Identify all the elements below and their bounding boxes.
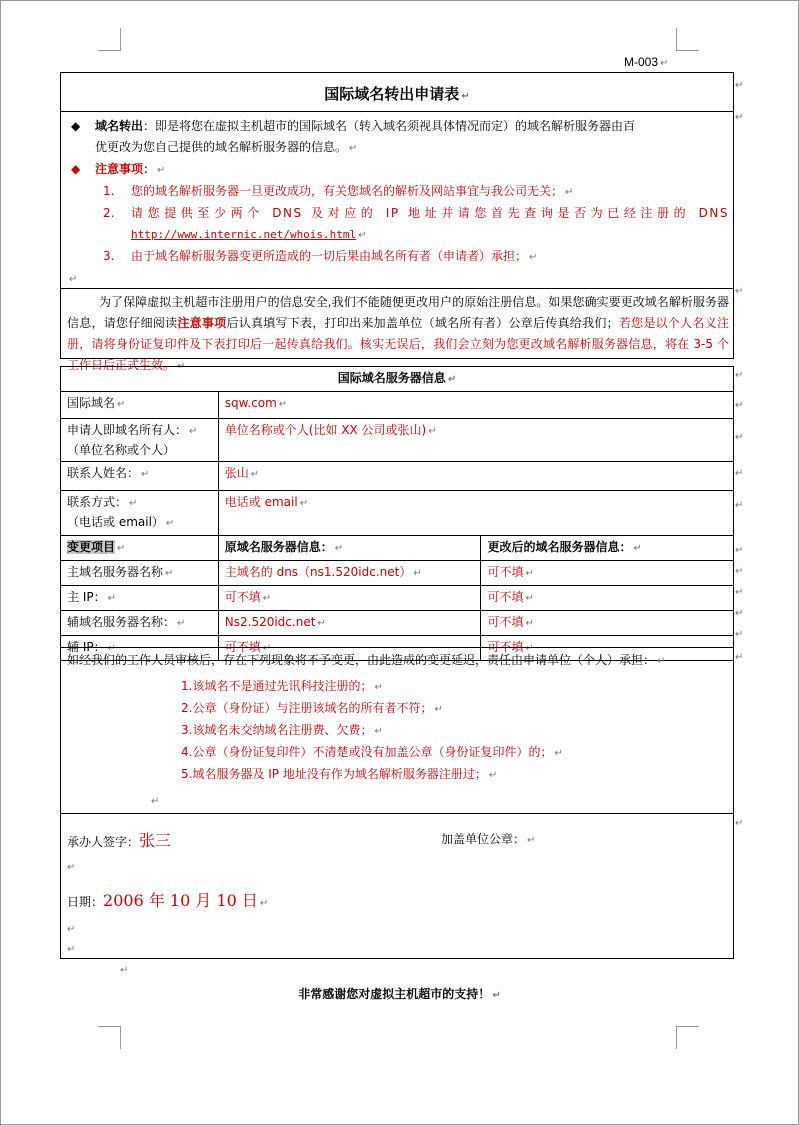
table-row: 辅 IP： ↵ 可不填 ↵ 可不填 ↵	[61, 636, 734, 661]
intro-paragraph: ◆ 域名转出：即是将您在虚拟主机超市的国际域名（转入域名须视具体情况而定）的域名解析服务器由百 优更改为您自己提供的域名解析服务器的信息。 ↵	[67, 116, 729, 159]
notes-section: ◆ 域名转出：即是将您在虚拟主机超市的国际域名（转入域名须视具体情况而定）的域名解析服务器由百 优更改为您自己提供的域名解析服务器的信息。 ↵ ◆ 注意事项： ↵ 1. 您的域名解析服务器一旦更改成功，有关您域名的解析及网站事宜与我公司无关； ↵ 2. 请您提供至少两个 DNS 及对应的 IP 地址并请您首先查询是否为已经注册的 DNS http://www.internic.net/whois.html ↵ 3. 由于域名解析服务器变更所造成的一切后果由域名所有者（申请者）承担； ↵ ↵	[61, 112, 733, 288]
change-header-new: 更改后的域名服务器信息： ↵	[481, 536, 734, 561]
owner-field[interactable]: 单位名称或个人(比如 XX 公司或张山) ↵	[218, 419, 733, 462]
crop-mark-top-left	[98, 28, 121, 51]
review-and-signature-box: 如经我们的工作人员审核后，存在下列现象将不予变更，由此造成的变更延迟，责任由申请单位（个人）承担： ↵ 1.该域名不是通过先讯科技注册的； ↵ 2.公章（身份证）与注册该域名的所有者不符； ↵ 3.该域名未交纳域名注册费、欠费； ↵ 4.公章（身份证复印件）不清楚或没有加盖公章（身份证复印件）的； ↵ 5.域名服务器及 IP 地址没有作为域名解析服务器注册过； ↵ ↵ 承办人签字：张三 加盖单位公章： ↵ ↵ 日期：2006 年 10 月 10 日 ↵ ↵ ↵	[60, 647, 734, 959]
contact-name-field[interactable]: 张山 ↵	[218, 462, 733, 491]
old-value-field[interactable]: Ns2.520idc.net ↵	[218, 611, 481, 636]
table-row: 主域名服务器名称 ↵ 主域名的 dns（ns1.520idc.net） ↵ 可不填 ↵	[61, 561, 734, 586]
field-label: 申请人即域名所有人： ↵ （单位名称或个人）	[61, 419, 219, 462]
field-label: 联系人姓名： ↵	[61, 462, 219, 491]
list-item: 3.该域名未交纳域名注册费、欠费； ↵	[181, 723, 383, 737]
list-item: 4.公章（身份证复印件）不清楚或没有加盖公章（身份证复印件）的； ↵	[181, 745, 563, 759]
form-header-box	[60, 72, 734, 372]
field-label: 联系方式： ↵ （电话或 email） ↵	[61, 491, 219, 536]
change-header-old: 原域名服务器信息： ↵	[218, 536, 481, 561]
date: 日期：2006 年 10 月 10 日 ↵	[67, 891, 269, 910]
diamond-bullet-icon: ◆	[71, 162, 81, 176]
signature-area: 承办人签字：张三 加盖单位公章： ↵ ↵ 日期：2006 年 10 月 10 日 ↵ ↵ ↵	[61, 813, 733, 959]
info-section-title: 国际域名服务器信息 ↵	[61, 367, 734, 392]
document-code: M-003 ↵	[624, 55, 669, 69]
thanks-note: 非常感谢您对虚拟主机超市的支持！ ↵	[298, 987, 501, 1001]
list-item: 5.域名服务器及 IP 地址没有作为域名解析服务器注册过； ↵	[181, 767, 498, 781]
new-value-field[interactable]: 可不填 ↵	[481, 636, 734, 661]
old-value-field[interactable]: 主域名的 dns（ns1.520idc.net） ↵	[218, 561, 481, 586]
form-title: 国际域名转出申请表 ↵	[61, 73, 733, 112]
whois-link[interactable]: http://www.internic.net/whois.html	[131, 228, 357, 241]
signer: 承办人签字：张三	[67, 831, 172, 850]
table-row: 辅域名服务器名称： ↵ Ns2.520idc.net ↵ 可不填 ↵	[61, 611, 734, 636]
review-paragraph: 如经我们的工作人员审核后，存在下列现象将不予变更，由此造成的变更延迟，责任由申请单位（个人）承担： ↵	[67, 653, 666, 667]
crop-mark-top-right	[676, 28, 699, 51]
notice-item: 3. 由于域名解析服务器变更所造成的一切后果由域名所有者（申请者）承担； ↵	[103, 249, 538, 263]
notice-heading: ◆ 注意事项： ↵	[67, 159, 729, 181]
domain-field[interactable]: sqw.com ↵	[218, 392, 733, 419]
old-value-field[interactable]: 可不填 ↵	[218, 586, 481, 611]
new-value-field[interactable]: 可不填 ↵	[481, 611, 734, 636]
old-value-field[interactable]: 可不填 ↵	[218, 636, 481, 661]
new-value-field[interactable]: 可不填 ↵	[481, 561, 734, 586]
field-label: 国际域名 ↵	[61, 392, 219, 419]
privacy-paragraph: 为了保障虚拟主机超市注册用户的信息安全,我们不能随便更改用户的原始注册信息。如果您确实要更改域名解析服务器信息，请您仔细阅读注意事项后认真填写下表，打印出来加盖单位（域名所有者）公章后传真给我们；若您是以个人名义注册，请将身份证复印件及下表打印后一起传真给我们。核实无误后，我们会立刻为您更改域名解析服务器信息，将在 3-5 个工作日后正式生效。 ↵	[67, 295, 729, 372]
table-row: 主 IP： ↵ 可不填 ↵ 可不填 ↵	[61, 586, 734, 611]
list-item: 2.公章（身份证）与注册该域名的所有者不符； ↵	[181, 701, 443, 715]
crop-mark-bottom-left	[98, 1026, 121, 1049]
crop-mark-bottom-right	[676, 1026, 699, 1049]
list-item: 1.该域名不是通过先讯科技注册的； ↵	[181, 679, 383, 693]
domain-server-info-table	[60, 366, 734, 661]
date-field[interactable]: 2006 年 10 月 10 日	[103, 891, 258, 910]
new-value-field[interactable]: 可不填 ↵	[481, 586, 734, 611]
change-header-item: 变更项目 ↵	[61, 536, 219, 561]
rejection-list	[61, 676, 733, 786]
notice-item: 2. 请您提供至少两个 DNS 及对应的 IP 地址并请您首先查询是否为已经注册的 DNS http://www.internic.net/whois.html ↵	[103, 206, 729, 241]
notice-item: 1. 您的域名解析服务器一旦更改成功，有关您域名的解析及网站事宜与我公司无关； ↵	[103, 184, 574, 198]
contact-method-field[interactable]: 电话或 email ↵	[218, 491, 733, 536]
signer-name-field[interactable]: 张三	[139, 831, 172, 850]
stamp-label: 加盖单位公章： ↵	[441, 832, 536, 846]
diamond-bullet-icon: ◆	[71, 119, 81, 133]
notice-list	[67, 181, 729, 268]
